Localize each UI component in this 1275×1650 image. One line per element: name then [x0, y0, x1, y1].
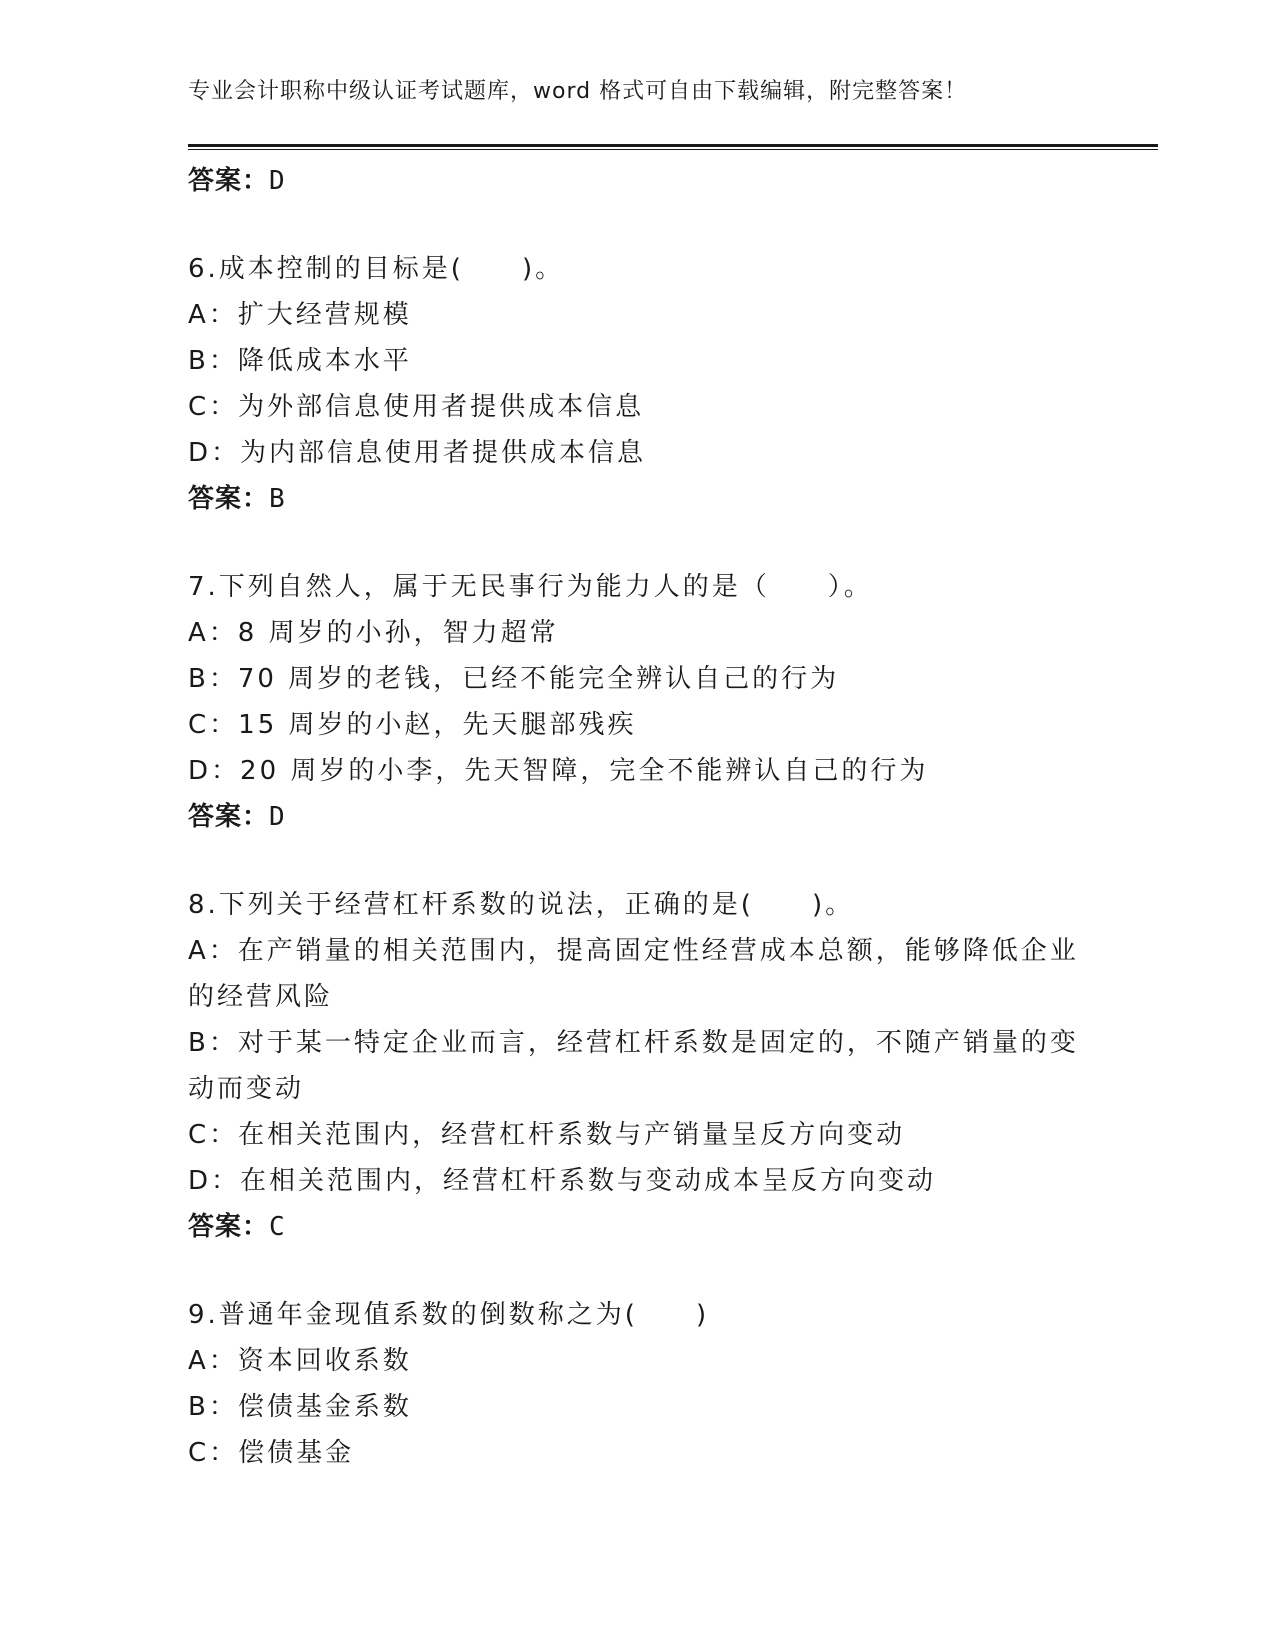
question-stem: 9.普通年金现值系数的倒数称之为( )	[188, 1300, 710, 1330]
question-answer	[188, 794, 1088, 840]
option-b: B：偿债基金系数	[188, 1392, 412, 1422]
answer-label: 答案：	[188, 1212, 270, 1242]
option-a: A：在产销量的相关范围内，提高固定性经营成本总额，能够降低企业的经营风险	[188, 936, 1079, 1012]
answer-label: 答案：	[188, 166, 270, 196]
answer-value: D	[269, 166, 286, 196]
option-b: B：对于某一特定企业而言，经营杠杆系数是固定的，不随产销量的变动而变动	[188, 1028, 1079, 1104]
question-6	[188, 246, 1088, 522]
option-a: A：8 周岁的小孙，智力超常	[188, 618, 559, 648]
option-a: A：扩大经营规模	[188, 300, 412, 330]
question-stem: 8.下列关于经营杠杆系数的说法，正确的是( )。	[188, 890, 855, 920]
question-8	[188, 882, 1088, 1250]
page-header: 专业会计职称中级认证考试题库，word 格式可自由下载编辑，附完整答案！	[188, 79, 968, 104]
question-9	[188, 1292, 1088, 1476]
option-c: C：偿债基金	[188, 1438, 355, 1468]
option-d: D：在相关范围内，经营杠杆系数与变动成本呈反方向变动	[188, 1166, 937, 1196]
option-b: B：70 周岁的老钱，已经不能完全辨认自己的行为	[188, 664, 840, 694]
option-a: A：资本回收系数	[188, 1346, 412, 1376]
question-stem: 6.成本控制的目标是( )。	[188, 254, 565, 284]
question-answer	[188, 476, 1088, 522]
question-stem: 7.下列自然人，属于无民事行为能力人的是（ ）。	[188, 572, 873, 602]
option-b: B：降低成本水平	[188, 346, 412, 376]
answer-value: B	[269, 484, 286, 514]
option-d: D：20 周岁的小李，先天智障，完全不能辨认自己的行为	[188, 756, 929, 786]
option-c: C：15 周岁的小赵，先天腿部残疾	[188, 710, 637, 740]
option-c: C：在相关范围内，经营杠杆系数与产销量呈反方向变动	[188, 1120, 906, 1150]
answer-value: D	[269, 802, 286, 832]
previous-answer	[188, 158, 1088, 204]
question-7	[188, 564, 1088, 840]
answer-value: C	[269, 1212, 286, 1242]
document-body	[188, 158, 1088, 1476]
option-c: C：为外部信息使用者提供成本信息	[188, 392, 645, 422]
answer-label: 答案：	[188, 802, 270, 832]
question-answer	[188, 1204, 1088, 1250]
header-divider	[188, 144, 1158, 150]
answer-label: 答案：	[188, 484, 270, 514]
option-d: D：为内部信息使用者提供成本信息	[188, 438, 647, 468]
